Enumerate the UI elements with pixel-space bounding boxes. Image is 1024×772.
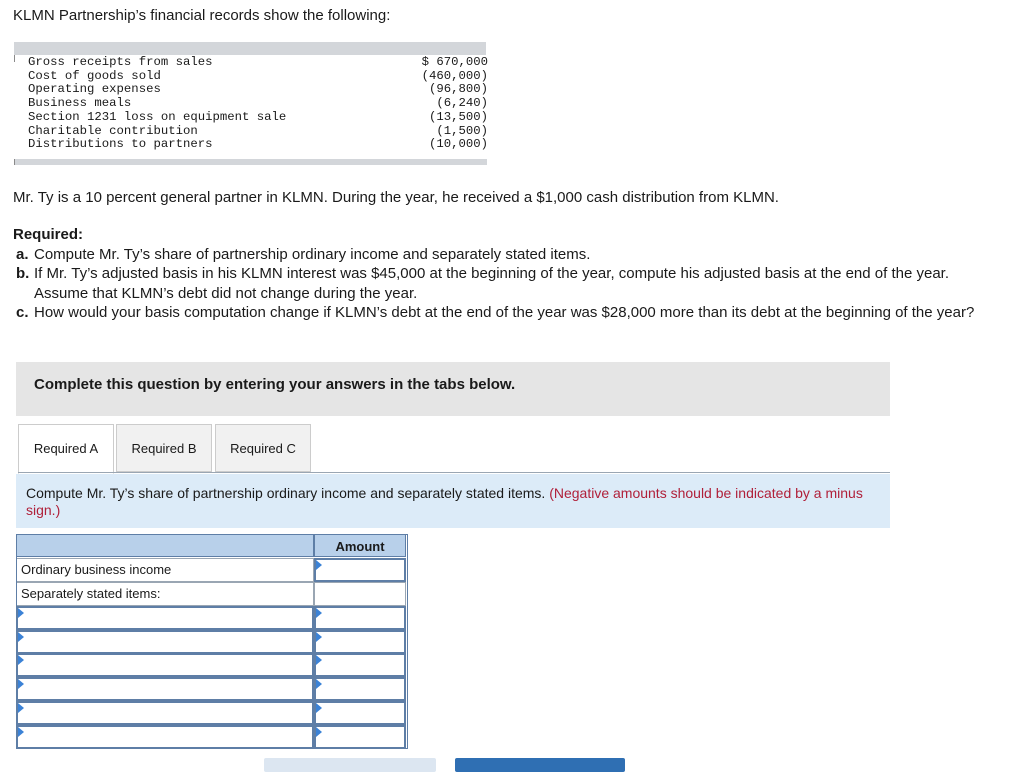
input-marker-icon (18, 703, 24, 713)
stated-item-amount-input[interactable] (314, 630, 406, 654)
required-item-marker: c. (16, 303, 29, 321)
stated-item-label-input[interactable] (16, 630, 314, 654)
record-value: (13,500) (428, 109, 488, 124)
required-item-text: If Mr. Ty’s adjusted basis in his KLMN interest was $45,000 at the beginning of the year, compute his adjusted basis at the end of the year. Assume that KLMN’s debt did not change during the year. (34, 265, 949, 302)
record-label: Operating expenses (28, 82, 161, 97)
ordinary-income-label: Ordinary business income (16, 558, 314, 582)
record-value: (6,240) (436, 96, 488, 111)
stated-item-label-input[interactable] (16, 725, 314, 749)
record-row (28, 56, 488, 70)
record-row (28, 70, 488, 84)
stated-item-amount-input[interactable] (314, 677, 406, 701)
instruction-main: Compute Mr. Ty’s share of partnership ordinary income and separately stated items. (26, 485, 546, 501)
input-marker-icon (18, 608, 24, 618)
ordinary-income-amount-input[interactable] (314, 558, 406, 582)
record-row (28, 97, 488, 111)
prev-button[interactable] (264, 758, 436, 772)
stated-item-amount-input[interactable] (314, 606, 406, 630)
tab-divider (18, 472, 890, 473)
input-marker-icon (316, 560, 322, 570)
tab-required-b[interactable]: Required B (116, 424, 212, 472)
input-marker-icon (18, 632, 24, 642)
record-row (28, 138, 488, 152)
stated-item-amount-input[interactable] (314, 701, 406, 725)
required-list (16, 245, 1006, 322)
stated-item-label-input[interactable] (16, 677, 314, 701)
instruction-note: (Negative amounts should be indicated by a minus sign.) (26, 485, 863, 518)
records-top-bar (14, 42, 486, 55)
input-marker-icon (18, 655, 24, 665)
record-label: Section 1231 loss on equipment sale (28, 109, 287, 124)
record-row (28, 125, 488, 139)
record-row (28, 111, 488, 125)
record-value: (1,500) (436, 123, 488, 138)
stated-item-amount-input[interactable] (314, 653, 406, 677)
separately-stated-label: Separately stated items: (16, 582, 314, 606)
record-value: $ 670,000 (421, 55, 488, 69)
record-label: Gross receipts from sales (28, 55, 213, 69)
banner-text: Complete this question by entering your answers in the tabs below. (34, 376, 516, 393)
record-value: (96,800) (428, 82, 488, 97)
input-marker-icon (316, 679, 322, 689)
separately-stated-blank (314, 582, 406, 606)
stated-item-label-input[interactable] (16, 606, 314, 630)
financial-records-table (14, 42, 486, 165)
required-item-marker: a. (16, 246, 29, 263)
next-button[interactable] (455, 758, 625, 772)
record-label: Cost of goods sold (28, 68, 161, 83)
scenario-paragraph: Mr. Ty is a 10 percent general partner in KLMN. During the year, he received a $1,000 cash distribution from KLMN. (13, 189, 779, 206)
grid-header-blank (16, 534, 314, 557)
input-marker-icon (316, 655, 322, 665)
required-title: Required: (13, 226, 84, 243)
input-marker-icon (316, 632, 322, 642)
tab-required-a[interactable]: Required A (18, 424, 114, 474)
record-row (28, 83, 488, 97)
record-label: Distributions to partners (28, 137, 213, 152)
required-item (16, 264, 1006, 303)
record-value: (460,000) (421, 68, 488, 83)
input-marker-icon (316, 608, 322, 618)
stated-item-label-input[interactable] (16, 653, 314, 677)
input-marker-icon (18, 727, 24, 737)
question-instruction (16, 474, 890, 528)
instruction-banner (16, 362, 890, 416)
records-bottom-bar (14, 159, 487, 165)
input-marker-icon (316, 703, 322, 713)
stated-item-label-input[interactable] (16, 701, 314, 725)
required-item-marker: b. (16, 265, 30, 283)
required-item-text: Compute Mr. Ty’s share of partnership ordinary income and separately stated items. (34, 246, 591, 263)
tab-required-c[interactable]: Required C (215, 424, 311, 472)
record-label: Charitable contribution (28, 123, 198, 138)
input-marker-icon (316, 727, 322, 737)
required-item (16, 303, 1006, 322)
record-label: Business meals (28, 96, 132, 111)
input-marker-icon (18, 679, 24, 689)
record-value: (10,000) (428, 137, 488, 152)
required-item-text: How would your basis computation change if KLMN’s debt at the end of the year was $28,000 more than its debt at the beginning of the year? (34, 303, 975, 321)
amount-header: Amount (314, 534, 406, 557)
stated-item-amount-input[interactable] (314, 725, 406, 749)
intro-text: KLMN Partnership’s financial records show the following: (13, 7, 391, 24)
required-item (16, 245, 1006, 264)
